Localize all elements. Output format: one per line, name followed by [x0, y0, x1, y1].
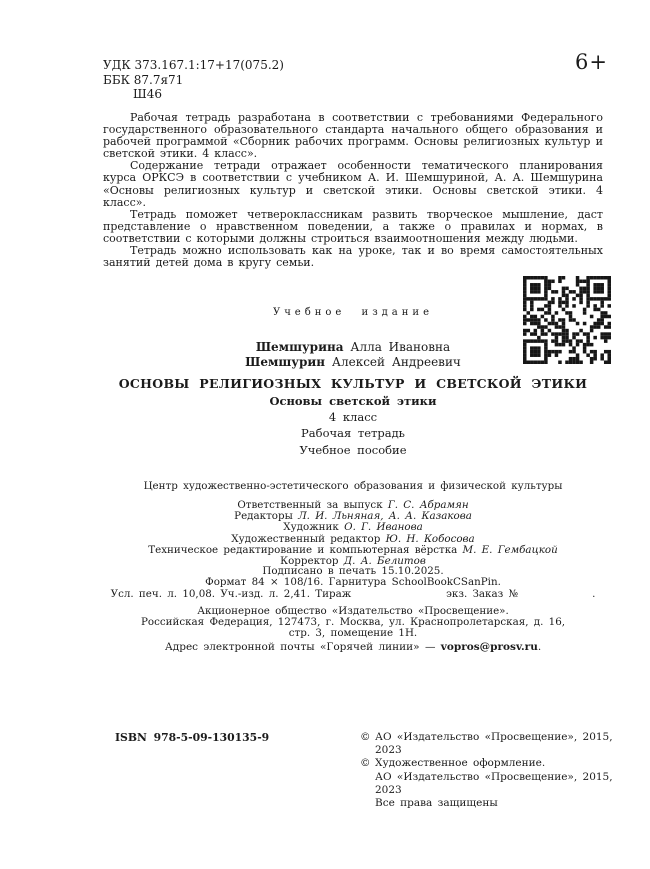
annotation-block	[103, 112, 603, 269]
edition-type-label: Учебное издание	[272, 307, 434, 318]
print-info-line: Подписано в печать 15.10.2025.	[262, 565, 444, 577]
publisher-line: Акционерное общество «Издательство «Просвещение».	[197, 605, 509, 617]
copyright-mark: ©	[360, 757, 371, 770]
annotation-paragraph: Рабочая тетрадь разработана в соответствии с требованиями Федерального государственного образовательного стандарта начального общего образования и рабочей программой «Сборник рабочих программ. Основы религиозных культур и светской этики. 4 класс».	[103, 111, 603, 161]
publisher-block	[103, 606, 603, 639]
authors-block	[103, 340, 603, 369]
author-name: Алла Ивановна	[350, 340, 451, 354]
copyright-text: АО «Издательство «Просвещение», 2015, 2023	[375, 770, 613, 796]
print-info-line: Формат 84 × 108/16. Гарнитура SchoolBookCSanPin.	[205, 576, 501, 589]
print-info-block	[103, 566, 603, 600]
book-title: ОСНОВЫ РЕЛИГИОЗНЫХ КУЛЬТУР И СВЕТСКОЙ ЭТИКИ	[118, 376, 588, 391]
credit-name: Д. А. Белитов	[343, 555, 426, 568]
grade-line: 4 класс	[328, 410, 378, 424]
credit-name: М. Е. Гембацкой	[462, 543, 558, 556]
bbk-line: ББК 87.7я71	[103, 72, 184, 87]
copyright-line	[360, 757, 620, 770]
udk-line: УДК 373.167.1:17+17(075.2)	[103, 58, 284, 72]
publisher-line: стр. 3, помещение 1Н.	[288, 626, 418, 639]
copyright-block	[360, 731, 620, 810]
credit-name: О. Г. Иванова	[344, 521, 423, 534]
series-line: Рабочая тетрадь	[301, 426, 405, 440]
credit-role: Редакторы	[234, 510, 293, 523]
credit-role: Корректор	[280, 555, 339, 568]
department-line: Центр художественно-эстетического образования и физической культуры	[143, 480, 563, 492]
shifr-line: Ш46	[133, 87, 162, 101]
credit-name: Л. И. Льняная, А. А. Казакова	[298, 510, 472, 523]
copyright-text: АО «Издательство «Просвещение», 2015, 2023	[375, 731, 613, 757]
book-subtitle: Основы светской этики	[269, 394, 437, 408]
hotline-email: vopros@prosv.ru	[440, 641, 538, 653]
title-block	[103, 376, 603, 458]
kind-line: Учебное пособие	[299, 443, 407, 457]
credit-name: Ю. Н. Кобосова	[385, 532, 475, 545]
publisher-line: Российская Федерация, 127473, г. Москва, ул. Краснопролетарская, д. 16,	[140, 615, 566, 628]
annotation-paragraph: Тетрадь можно использовать как на уроке, так и во время самостоятельных занятий детей дома в кругу семьи.	[103, 244, 603, 270]
credit-role: Художник	[283, 521, 339, 534]
credit-role: Художественный редактор	[231, 532, 381, 545]
copyright-mark: ©	[360, 731, 371, 743]
author-line	[103, 355, 603, 370]
credits-block	[103, 500, 603, 567]
author-line	[103, 340, 603, 355]
author-surname: Шемшурин	[245, 354, 326, 369]
credit-role: Техническое редактирование и компьютерная вёрстка	[148, 543, 458, 556]
copyright-text: Все права защищены	[375, 797, 498, 810]
print-info-line: Усл. печ. л. 10,08. Уч.-изд. л. 2,41. Тираж экз. Заказ № .	[110, 587, 596, 600]
author-name: Алексей Андреевич	[331, 354, 461, 369]
copyright-line	[360, 731, 620, 757]
copyright-text: Художественное оформление.	[375, 757, 546, 770]
annotation-paragraph: Тетрадь поможет четвероклассникам развить творческое мышление, даст представление о нравственном поведении, а также о правилах и нормах, в соответствии с которыми должны строиться взаимоотношения между людьми.	[103, 207, 603, 245]
age-rating-badge: 6+	[575, 50, 608, 74]
hotline-label: Адрес электронной почты «Горячей линии» —	[164, 641, 441, 653]
hotline-suffix: .	[537, 641, 542, 653]
annotation-paragraph: Содержание тетради отражает особенности тематического планирования курса ОРКСЭ в соответствии с учебником А. И. Шемшуриной, А. А. Шемшурина «Основы религиозных культур и светской этики. Основы светской этики. 4 класс».	[103, 159, 603, 209]
copyright-line	[360, 771, 620, 797]
copyright-line	[360, 797, 620, 810]
credit-name: Г. С. Абрамян	[387, 499, 469, 511]
classification-block	[103, 58, 284, 102]
hotline-line	[103, 641, 603, 653]
isbn-line: ISBN 978-5-09-130135-9	[115, 731, 270, 744]
author-surname: Шемшурина	[255, 340, 344, 354]
credit-role: Ответственный за выпуск	[237, 499, 383, 511]
